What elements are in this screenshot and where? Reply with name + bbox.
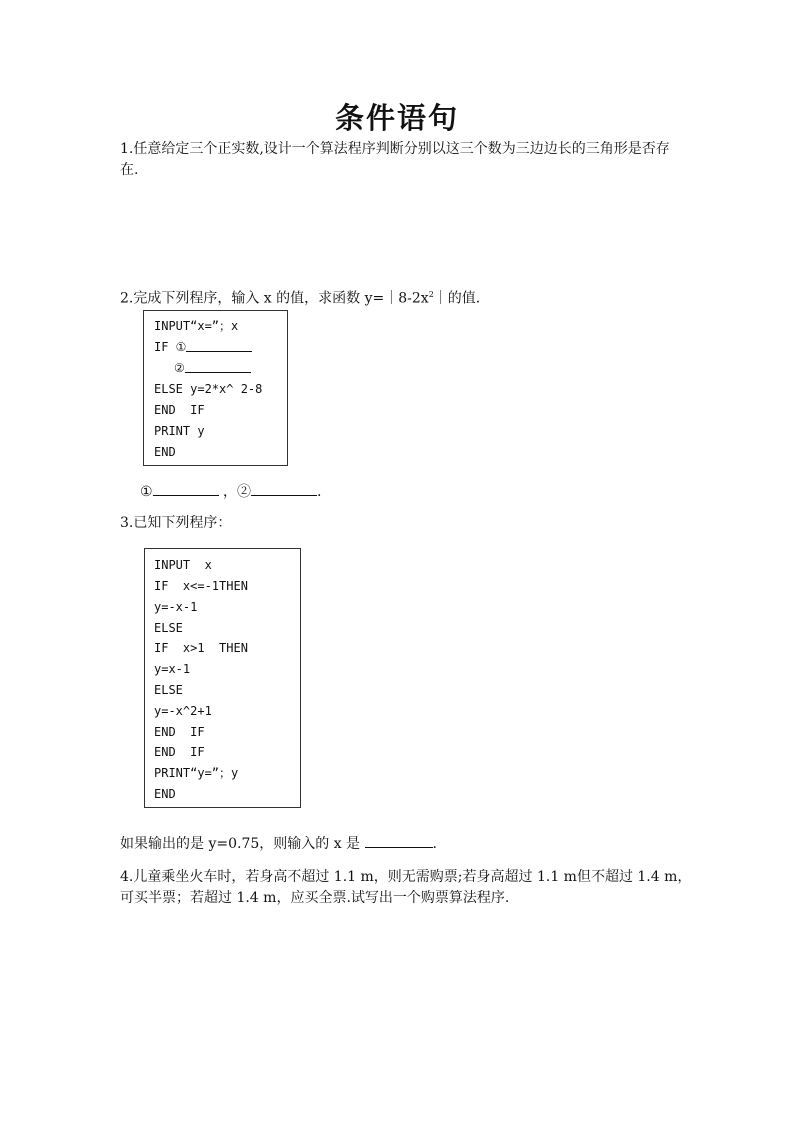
answer-end: .: [317, 484, 322, 500]
question-2-prompt-end: ｜的值.: [433, 290, 481, 307]
code-line: IF x>1 THEN: [154, 641, 248, 655]
code-line: y=-x-1: [154, 600, 198, 614]
question-2-answers: [140, 481, 321, 503]
page-title: 条件语句: [334, 101, 459, 135]
code-line: END IF: [154, 403, 205, 417]
question-3-end: .: [432, 836, 437, 852]
code-line: INPUT“x=”；x: [154, 319, 239, 333]
code-text: ②: [174, 361, 185, 375]
answer-blank-2[interactable]: [251, 481, 317, 496]
code-blank-1: [186, 343, 252, 352]
code-line: END IF: [154, 745, 205, 759]
question-3-text: 如果输出的是 y=0.75，则输入的 x 是: [120, 836, 361, 852]
question-3-question: [120, 833, 437, 855]
code-line: IF x<=-1THEN: [154, 579, 248, 593]
code-line: y=-x^2+1: [154, 704, 212, 718]
code-line: END: [154, 787, 176, 801]
code-line: PRINT y: [154, 424, 205, 438]
code-line: PRINT“y=”；y: [154, 766, 239, 780]
code-line: y=x-1: [154, 662, 191, 676]
answer-blank-1[interactable]: [153, 481, 219, 496]
code-box-2: [143, 310, 288, 466]
code-line: [154, 337, 252, 357]
answer-separator: ，②: [223, 484, 252, 500]
question-4-line-2: 可买半票；若超过 1.4 m，应买全票.试写出一个购票算法程序.: [120, 890, 510, 906]
answer-blank-3[interactable]: [365, 833, 433, 848]
question-1-line-2: 在.: [120, 162, 139, 178]
code-line: INPUT x: [154, 558, 212, 572]
question-4-line-1: 4.儿童乘坐火车时，若身高不超过 1.1 m，则无需购票;若身高超过 1.1 m但不超过 1.4 m，: [120, 869, 692, 885]
code-line: ELSE: [154, 621, 183, 635]
code-line: END: [154, 445, 176, 459]
code-line: ELSE y=2*x^ 2-8: [154, 382, 263, 396]
code-text: IF ①: [154, 340, 187, 354]
question-2-prompt-text: 2.完成下列程序，输入 x 的值，求函数 y=｜8-2x: [120, 290, 429, 307]
code-blank-2: [185, 364, 251, 373]
answer-label-1: ①: [140, 484, 153, 500]
exponent: 2: [428, 290, 434, 299]
question-1-line-1: 1.任意给定三个正实数,设计一个算法程序判断分别以这三个数为三边边长的三角形是否存: [120, 141, 670, 157]
question-1: [120, 139, 690, 181]
question-4: [120, 867, 695, 909]
question-2-prompt: [120, 284, 480, 310]
code-line: [174, 358, 251, 378]
code-line: ELSE: [154, 683, 183, 697]
code-box-3: [144, 548, 301, 808]
code-line: END IF: [154, 725, 205, 739]
question-3-prompt: 3.已知下列程序：: [120, 515, 232, 531]
